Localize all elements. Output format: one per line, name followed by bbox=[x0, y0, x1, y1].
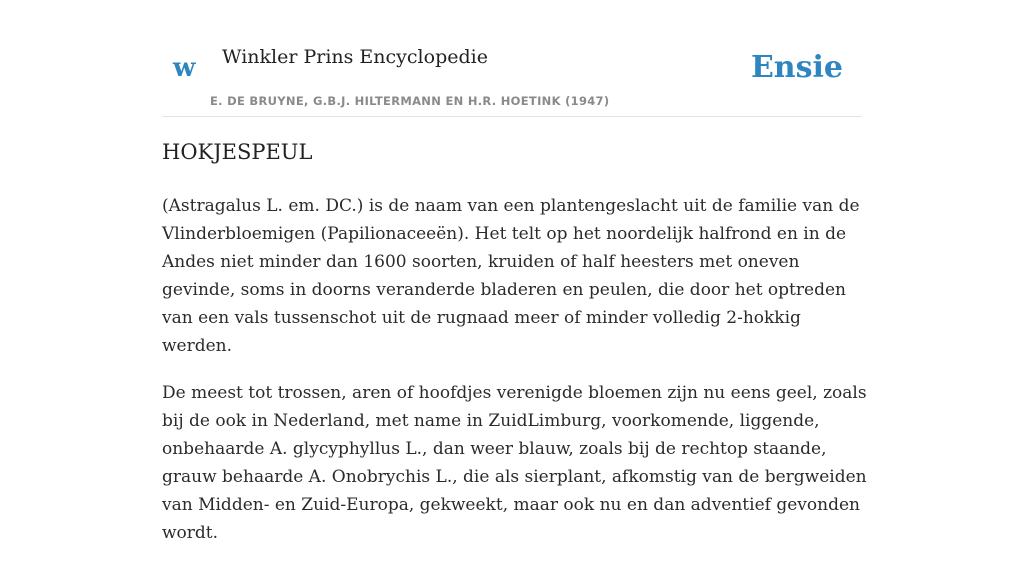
article-body bbox=[162, 192, 867, 566]
ensie-brand-logo[interactable]: Ensie bbox=[750, 50, 843, 85]
winkler-prins-logo[interactable]: w bbox=[173, 53, 196, 83]
article-paragraph: De meest tot trossen, aren of hoofdjes verenigde bloemen zijn nu eens geel, zoals bij de ook in Nederland, met name in ZuidLimburg, voorkomende, liggende, onbehaarde A. glycyphyllus L., dan weer blauw, zoals bij de rechtop staande, grauw behaarde A. Onobrychis L., die als sierplant, afkomstig van de bergweiden van Midden- en Zuid-Europa, gekweekt, maar ook nu en dan adventief gevonden wordt. bbox=[162, 383, 867, 543]
source-header bbox=[162, 40, 862, 117]
article-paragraph: (Astragalus L. em. DC.) is de naam van een plantengeslacht uit de familie van de Vlinderbloemigen (Papilionaceeën). Het telt op het noordelijk halfrond en in de Andes niet minder dan 1600 soorten, kruiden of half heesters met oneven gevinde, soms in doorns veranderde bladeren en peulen, die door het optreden van een vals tussenschot uit de rugnaad meer of minder volledig 2-hokkig werden. bbox=[162, 196, 860, 356]
source-title[interactable]: Winkler Prins Encyclopedie bbox=[222, 46, 488, 68]
source-authors: E. DE BRUYNE, G.B.J. HILTERMANN EN H.R. HOETINK (1947) bbox=[210, 94, 610, 108]
article-title: HOKJESPEUL bbox=[162, 140, 313, 164]
